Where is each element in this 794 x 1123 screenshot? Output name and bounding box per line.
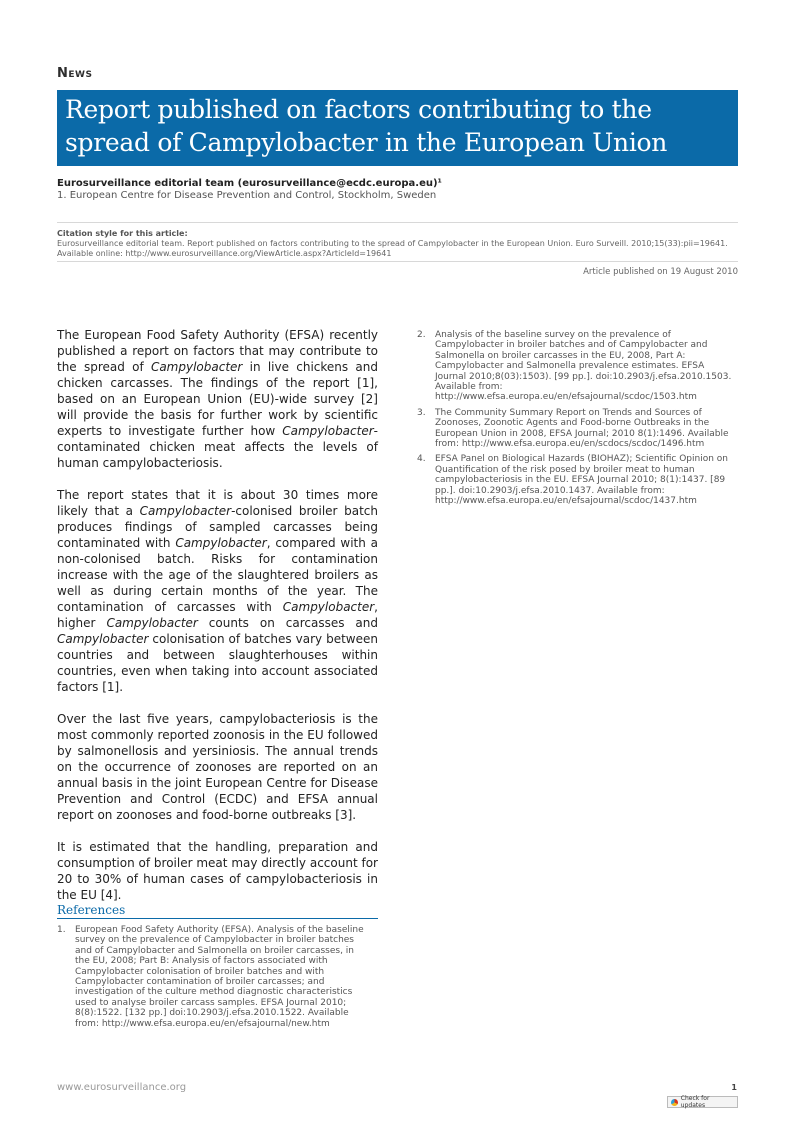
body-paragraph: It is estimated that the handling, preparation and consumption of broiler meat may directly account for 20 to 30% of human cases of campylobacteriosis in the EU [4]. [57,840,378,902]
section-label: News [57,66,93,81]
reference-item: 2. Analysis of the baseline survey on the prevalence of Campylobacter in broiler batches and of Campylobacter and Salmonella on broiler carcasses in the EU, 2008, Part A: Campylobacter and Salmonella prevalence estimates. EFSA Journal 2010;8(03):1503). [99 pp.]. doi:10.2903/j.efsa.2010.1503. Available from: http://www.efsa.europa.eu/en/efsajournal/scdoc/1503.htm [417,330,732,403]
reference-item: 1. European Food Safety Authority (EFSA). Analysis of the baseline survey on the prevalence of Campylobacter in broiler batches and of Campylobacter and Salmonella on broiler carcasses, in the EU, 2008; Part B: Analysis of factors associated with Campylobacter colonisation of broiler batches and with Campylobacter contamination of broiler carcasses; and investigation of the culture method diagnostic characteristics used to analyse broiler carcass samples. EFSA Journal 2010; 8(8):1522. [132 pp.] doi:10.2903/j.efsa.2010.1522. Available from: http://www.efsa.europa.eu/en/efsajournal/new.htm [57,925,364,1029]
check-for-updates-button[interactable] [667,1096,738,1108]
footer-url[interactable]: www.eurosurveillance.org [57,1082,187,1093]
crossmark-icon [671,1099,678,1106]
references-list-right [417,330,738,512]
citation-block [57,229,738,259]
body-paragraph: The report states that it is about 30 times more likely that a Campylobacter-colonised broiler batch produces findings of sampled carcasses being contaminated with Campylobacter, compared with a non-colonised batch. Risks for contamination increase with the age of the slaughtered broilers as well as during certain months of the year. The contamination of carcasses with Campylobacter, higher Campylobacter counts on carcasses and Campylobacter colonisation of batches vary between countries and between slaughterhouses within countries, even when taking into account associated factors [1]. [57,488,378,694]
references-heading: References [57,903,378,919]
article-title: Report published on factors contributing to the spread of Campylobacter in the European Union [65,95,668,157]
body-paragraph: Over the last five years, campylobacteriosis is the most commonly reported zoonosis in the EU followed by salmonellosis and yersiniosis. The annual trends on the occurrence of zoonoses are reported on an annual basis in the joint European Centre for Disease Prevention and Control (ECDC) and EFSA annual report on zoonoses and food-borne outbreaks [3]. [57,712,378,822]
page-number: 1 [731,1083,737,1092]
reference-item: 3. The Community Summary Report on Trends and Sources of Zoonoses, Zoonotic Agents and Food-borne Outbreaks in the European Union in 2008, EFSA Journal; 2010 8(1):1496. Available from: http://www.efsa.europa.eu/en/scdocs/scdoc/1496.htm [417,407,729,450]
title-banner [57,90,738,166]
author-line: Eurosurveillance editorial team (eurosurveillance@ecdc.europa.eu)¹ [57,178,442,189]
body-paragraph: The European Food Safety Authority (EFSA) recently published a report on factors that may contribute to the spread of Campylobacter in live chickens and chicken carcasses. The findings of the report [1], based on an European Union (EU)-wide survey [2] will provide the basis for further work by scientific experts to investigate further how Campylobacter-contaminated chicken meat affects the levels of human campylobacteriosis. [57,328,378,470]
citation-text: Eurosurveillance editorial team. Report published on factors contributing to the spread of Campylobacter in the European Union. Euro Surveill. 2010;15(33):pii=19641. Available online: http://www.eurosurveillance.org/ViewArticle.aspx?ArticleId=19641 [57,239,728,258]
divider [57,222,738,223]
references-list-left [57,925,370,1034]
check-for-updates-label: Check for updates [680,1095,710,1109]
reference-item: 4. EFSA Panel on Biological Hazards (BIOHAZ); Scientific Opinion on Quantification of the risk posed by broiler meat to human campylobacteriosis in the EU. EFSA Journal 2010; 8(1):1437. [89 pp.]. doi:10.2903/j.efsa.2010.1437. Available from: http://www.efsa.europa.eu/en/efsajournal/scdoc/1437.htm [417,454,728,507]
affiliation: 1. European Centre for Disease Prevention and Control, Stockholm, Sweden [57,190,437,201]
citation-label: Citation style for this article: [57,229,188,238]
publication-date: Article published on 19 August 2010 [583,267,738,277]
article-body [57,327,378,919]
divider [57,261,738,262]
